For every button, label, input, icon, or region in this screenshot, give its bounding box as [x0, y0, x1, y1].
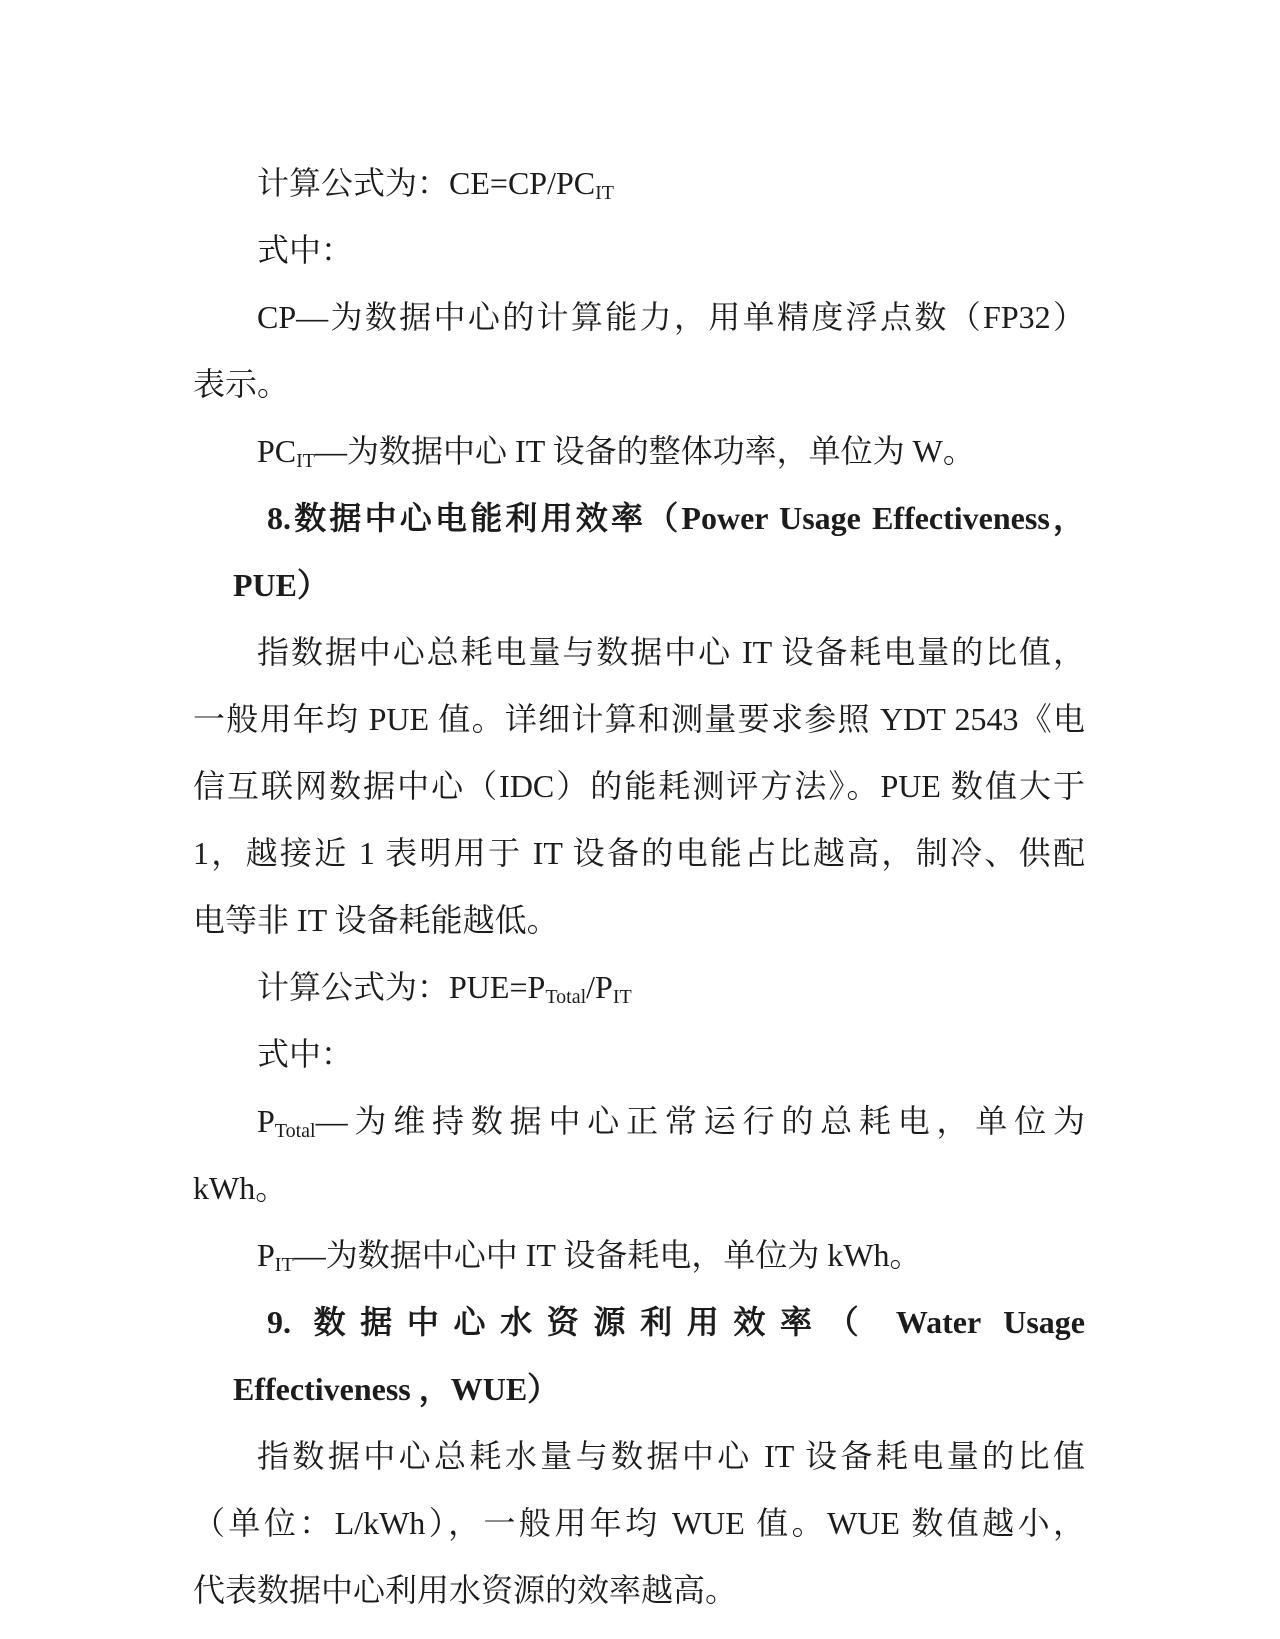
text-run: 计算公式为：PUE=P — [257, 969, 546, 1005]
text-run: PC — [257, 433, 297, 469]
text-line — [193, 619, 1085, 686]
text-run: 信互联网数据中心（IDC）的能耗测评方法》。PUE 数值大于 — [193, 768, 1085, 804]
subscript-run: IT — [296, 450, 316, 472]
subscript-run: IT — [274, 1254, 294, 1276]
text-run: 指数据中心总耗水量与数据中心 IT 设备耗电量的比值 — [257, 1438, 1085, 1474]
text-line — [193, 686, 1085, 753]
text-run: /P — [586, 969, 613, 1005]
text-run: 一般用年均 PUE 值。详细计算和测量要求参照 YDT 2543《电 — [193, 701, 1085, 737]
text-run: —为数据中心中 IT 设备耗电，单位为 kWh。 — [293, 1237, 922, 1273]
text-run: —为维持数据中心正常运行的总耗电，单位为 — [315, 1103, 1085, 1139]
text-run: P — [257, 1237, 275, 1273]
text-line — [193, 1155, 1085, 1222]
text-run: 式中： — [257, 1036, 354, 1072]
text-line — [193, 418, 1085, 485]
subscript-run: Total — [545, 986, 587, 1008]
document-body — [193, 150, 1085, 1624]
text-line — [193, 1088, 1085, 1155]
text-run: 代表数据中心利用水资源的效率越高。 — [193, 1572, 738, 1608]
text-run: 式中： — [257, 232, 354, 268]
text-line — [193, 351, 1085, 418]
text-line — [193, 1021, 1085, 1088]
text-run: PUE） — [233, 567, 330, 603]
heading-line — [193, 485, 1085, 552]
subscript-run: IT — [595, 182, 615, 204]
text-run: 9. 数据中心水资源利用效率（ Water Usage — [267, 1304, 1085, 1340]
text-run: —为数据中心 IT 设备的整体功率，单位为 W。 — [315, 433, 975, 469]
heading-line — [193, 552, 1085, 619]
text-run: 计算公式为：CE=CP/PC — [257, 165, 596, 201]
heading-line — [193, 1356, 1085, 1423]
text-line — [193, 1222, 1085, 1289]
text-run: kWh。 — [193, 1170, 288, 1206]
text-line — [193, 887, 1085, 954]
text-line — [193, 1423, 1085, 1490]
text-line — [193, 954, 1085, 1021]
text-line — [193, 217, 1085, 284]
subscript-run: Total — [274, 1120, 316, 1142]
text-line — [193, 753, 1085, 820]
text-run: Effectiveness ，WUE） — [233, 1371, 560, 1407]
text-line — [193, 1557, 1085, 1624]
text-line — [193, 820, 1085, 887]
text-run: CP—为数据中心的计算能力，用单精度浮点数（FP32） — [257, 299, 1085, 335]
heading-line — [193, 1289, 1085, 1356]
text-run: （单位：L/kWh），一般用年均 WUE 值。WUE 数值越小， — [193, 1505, 1085, 1541]
text-run: P — [257, 1103, 275, 1139]
text-line — [193, 1490, 1085, 1557]
text-line — [193, 150, 1085, 217]
text-line — [193, 284, 1085, 351]
text-run: 表示。 — [193, 366, 290, 402]
subscript-run: IT — [612, 986, 632, 1008]
text-run: 8.数据中心电能利用效率（Power Usage Effectiveness， — [267, 500, 1085, 536]
text-run: 指数据中心总耗电量与数据中心 IT 设备耗电量的比值， — [257, 634, 1085, 670]
text-run: 1，越接近 1 表明用于 IT 设备的电能占比越高，制冷、供配 — [193, 835, 1085, 871]
text-run: 电等非 IT 设备耗能越低。 — [193, 902, 559, 938]
